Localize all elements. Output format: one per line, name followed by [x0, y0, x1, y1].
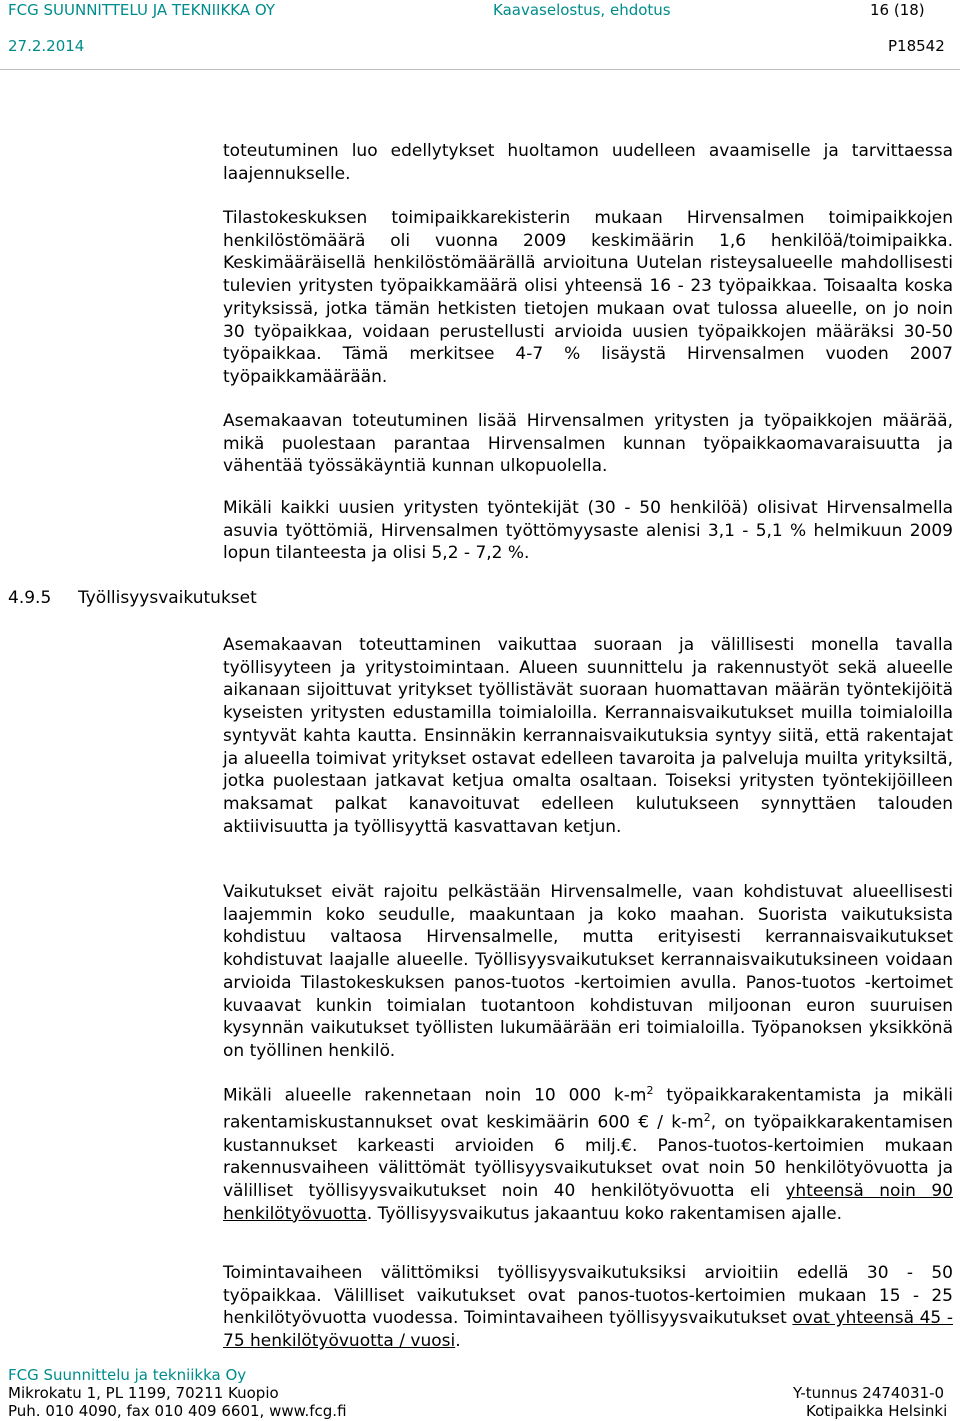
- paragraph-8-underlined: ovat yhteensä 45 - 75 henkilötyövuotta / vuosi: [223, 1308, 953, 1352]
- footer-company: FCG Suunnittelu ja tekniikka Oy: [8, 1366, 247, 1384]
- section-number: 4.9.5: [8, 588, 52, 608]
- footer-business-id: Y-tunnus 2474031-0: [793, 1384, 945, 1402]
- paragraph-7-text-a: Mikäli alueelle rakennetaan noin 10 000 k-m: [223, 1085, 647, 1106]
- paragraph-6: Vaikutukset eivät rajoitu pelkästään Hirvensalmelle, vaan kohdistuvat alueellisesti laajemmin koko seudulle, maakuntaan ja koko maahan. Suorista vaikutuksista kohdistuu valtaosa Hirvensalmelle, mutta erityisesti kerrannaisvaikutukset kohdistuvat laajalle alueelle. Työllisyysvaikutukset kerrannaisvaikutuksineen voidaan arvioida Tilastokeskuksen panos-tuotos -kertoimien avulla. Panos-tuotos -kertoimet kuvaavat kunkin toimialan tuotantoon kohdistuvan miljoonan euron suuruisen kysynnän vaikutukset työllisten lukumäärään eri toimialoilla. Työpanoksen yksikkönä on työllinen henkilö.: [223, 882, 953, 1061]
- footer-domicile: Kotipaikka Helsinki: [806, 1402, 948, 1420]
- paragraph-8-text-a: Toimintavaiheen välittömiksi työllisyysvaikutuksiksi arvioitiin edellä 30 - 50 työpaikkaa. Välilliset vaikutukset ovat panos-tuotos-kertoimien mukaan 15 - 25 henkilötyövuotta vuodessa. Toimintavaiheen työllisyysvaikutukset: [223, 1263, 953, 1329]
- section-title: Työllisyysvaikutukset: [78, 588, 257, 608]
- paragraph-8: [223, 1262, 953, 1353]
- section-heading: [8, 587, 257, 609]
- superscript-2: 2: [646, 1084, 654, 1097]
- paragraph-7: [223, 1080, 953, 1226]
- paragraph-7-text-b: työpaikkarakentamista ja mikäli rakentamiskustannukset ovat keskimäärin 600 € / k-m: [223, 1085, 953, 1134]
- paragraph-2: Tilastokeskuksen toimipaikkarekisterin mukaan Hirvensalmen toimipaikkojen henkilöstömäärä oli vuonna 2009 keskimäärin 1,6 henkilöä/toimipaikka. Keskimääräisellä henkilöstömäärällä arvioituna Uutelan risteysalueelle mahdollisesti tulevien yritysten työpaikkamäärä olisi yhteensä 16 - 23 työpaikkaa. Toisaalta koska yrityksissä, jotka tämän hetkisten tietojen mukaan ovat tulossa alueelle, on jo noin 30 työpaikkaa, voidaan perustellusti arvioida uusien työpaikkojen määräksi 30-50 työpaikkaa. Tämä merkitsee 4-7 % lisäystä Hirvensalmen vuoden 2007 työpaikkamäärään.: [223, 208, 953, 387]
- header-page-number: 16 (18): [870, 1, 925, 19]
- paragraph-8-text-b: .: [455, 1331, 461, 1352]
- paragraph-7-text-d: . Työllisyysvaikutus jakaantuu koko rakentamisen ajalle.: [366, 1203, 843, 1224]
- header-date: 27.2.2014: [8, 37, 85, 55]
- superscript-2: 2: [703, 1111, 711, 1125]
- paragraph-5: Asemakaavan toteuttaminen vaikuttaa suoraan ja välillisesti monella tavalla työllisyyteen ja yritystoimintaan. Alueen suunnittelu ja rakennustyöt sekä alueelle aikanaan sijoittuvat yritykset työllistävät suoraan huomattavan määrän työntekijöitä kyseisten yritysten edustamilla toimialoilla. Kerrannaisvaikutukset muilla toimialoilla syntyvät kahta kautta. Ensinnäkin kerrannaisvaikutuksia syntyy siitä, että rakentajat ja alueella toimivat yritykset ostavat edelleen tavaroita ja palveluja muilta yrityksiltä, jotka puolestaan jatkavat ketjua omalta osaltaan. Toiseksi yritysten työntekijöilleen maksamat palkat kanavoituvat edelleen kulutukseen synnyttäen talouden aktiivisuutta ja työllisyyttä kasvattavan ketjun.: [223, 635, 953, 837]
- footer-address: Mikrokatu 1, PL 1199, 70211 Kuopio: [8, 1384, 279, 1402]
- paragraph-7-underlined: yhteensä noin 90 henkilötyövuotta: [223, 1181, 953, 1224]
- paragraph-3: Asemakaavan toteutuminen lisää Hirvensalmen yritysten ja työpaikkojen määrää, mikä puolestaan parantaa Hirvensalmen kunnan työpaikkaomavaraisuutta ja vähentää työssäkäyntiä kunnan ulkopuolella.: [223, 411, 953, 477]
- paragraph-1: toteutuminen luo edellytykset huoltamon uudelleen avaamiselle ja tarvittaessa laajennukselle.: [223, 141, 953, 184]
- header-doc-title: Kaavaselostus, ehdotus: [493, 1, 671, 19]
- footer-contact: Puh. 010 4090, fax 010 409 6601, www.fcg.fi: [8, 1402, 347, 1420]
- paragraph-7-text-c: , on työpaikkarakentamisen kustannukset karkeasti arvioiden 6 milj.€. Panos-tuotos-kertoimien mukaan rakennusvaiheen välittömät työllisyysvaikutukset ovat noin 50 henkilötyövuotta ja välilliset työllisyysvaikutukset noin 40 henkilötyövuotta eli: [223, 1113, 953, 1202]
- header-divider: [0, 69, 960, 70]
- header-project-code: P18542: [888, 37, 945, 55]
- paragraph-4: Mikäli kaikki uusien yritysten työntekijät (30 - 50 henkilöä) olisivat Hirvensalmella asuvia työttömiä, Hirvensalmen työttömyysaste alenisi 3,1 - 5,1 % helmikuun 2009 lopun tilanteesta ja olisi 5,2 - 7,2 %.: [223, 498, 953, 564]
- header-company: FCG SUUNNITTELU JA TEKNIIKKA OY: [8, 1, 276, 19]
